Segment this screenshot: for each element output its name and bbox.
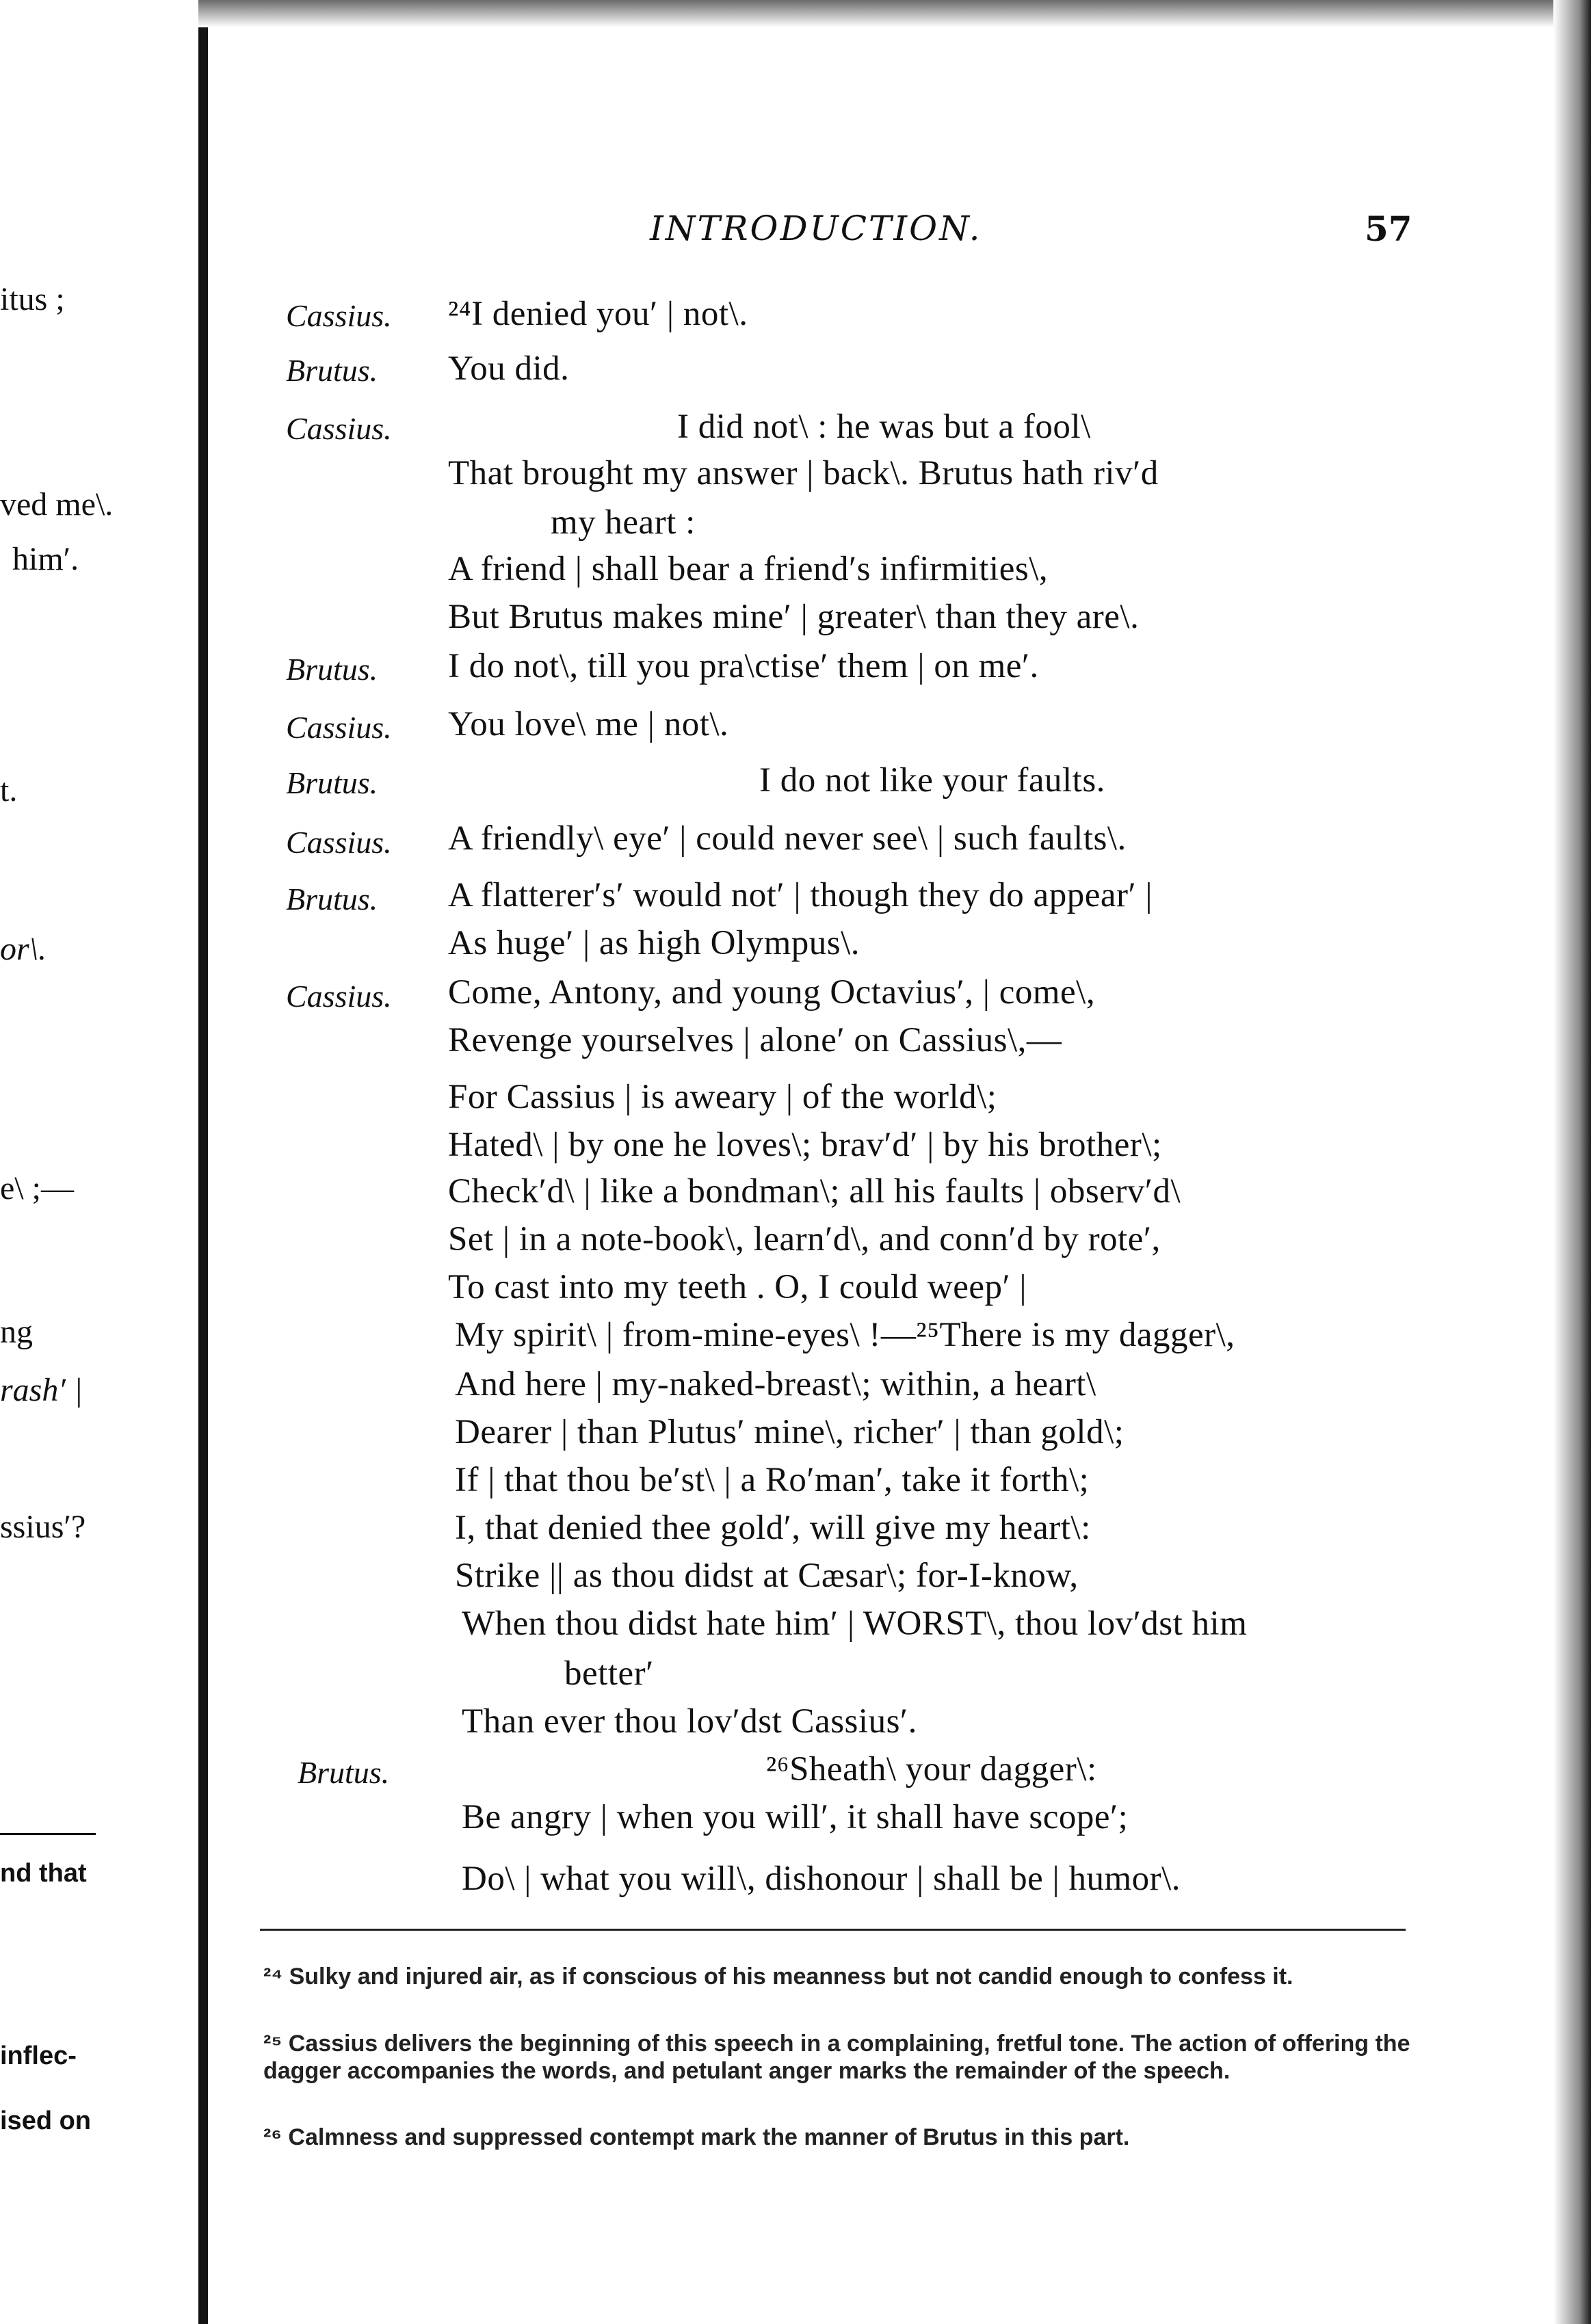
verse-line: I do not\, till you pra\ctise′ them | on me′. [448,647,1039,685]
adjacent-footnote-rule [0,1833,96,1835]
verse-line: Than ever thou lov′dst Cassius′. [462,1702,917,1741]
verse-line: I do not like your faults. [759,761,1105,800]
footnote-rule [260,1929,1406,1931]
verse-line: As huge′ | as high Olympus\. [448,924,860,962]
verse-line: Set | in a note-book\, learn′d\, and conn′d by rote′, [448,1220,1161,1258]
verse-line: Come, Antony, and young Octavius′, | come\, [448,973,1096,1012]
speaker-label: Brutus. [286,353,378,388]
verse-line: Be angry | when you will′, it shall have scope′; [462,1798,1129,1836]
adjacent-page-strip [0,0,208,2324]
verse-line: To cast into my teeth . O, I could weep′ | [448,1268,1027,1306]
running-head: INTRODUCTION. [650,209,982,248]
adjacent-fragment: him′. [12,541,79,577]
page-number: 57 [1365,209,1412,249]
speaker-label: Brutus. [286,882,378,916]
verse-line: Do\ | what you will\, dishonour | shall be | humor\. [462,1860,1181,1898]
adjacent-fragment: ved me\. [0,486,114,523]
verse-line: But Brutus makes mine′ | greater\ than they are\. [448,598,1140,636]
speaker-label: Cassius. [286,825,392,860]
verse-line: You love\ me | not\. [448,705,729,743]
speaker-label: Cassius. [286,411,392,446]
adjacent-fragment: nd that [0,1859,87,1888]
verse-line: better′ [564,1654,654,1693]
verse-line: My spirit\ | from-mine-eyes\ !—²⁵There is my dagger\, [455,1316,1235,1354]
speaker-label: Cassius. [286,710,392,745]
verse-line: That brought my answer | back\. Brutus hath riv′d [448,454,1159,492]
verse-line: ²⁴I denied you′ | not\. [448,295,748,333]
footnote: ²⁶ Calmness and suppressed contempt mark the manner of Brutus in this part. [263,2124,1130,2150]
adjacent-fragment: inflec- [0,2042,77,2070]
verse-line: Check′d\ | like a bondman\; all his faults | observ′d\ [448,1172,1181,1211]
speaker-label: Brutus. [286,652,378,687]
verse-line: A friend | shall bear a friend′s infirmities\, [448,550,1049,588]
speaker-label: Brutus. [298,1755,390,1790]
verse-line: I did not\ : he was but a fool\ [677,408,1091,446]
adjacent-fragment: itus ; [0,281,65,317]
verse-line: When thou didst hate him′ | WORST\, thou lov′dst him [462,1605,1248,1643]
speaker-label: Cassius. [286,979,392,1014]
adjacent-fragment: or\. [0,931,47,967]
adjacent-fragment: ssius′? [0,1509,86,1545]
verse-line: ²⁶Sheath\ your dagger\: [766,1750,1097,1788]
adjacent-fragment: e\ ;— [0,1170,74,1206]
verse-line: If | that thou be′st\ | a Ro′man′, take it forth\; [455,1461,1090,1499]
verse-line: I, that denied thee gold′, will give my heart\: [455,1509,1091,1547]
verse-line: Strike || as thou didst at Cæsar\; for-I-know, [455,1557,1079,1595]
speaker-label: Brutus. [286,765,378,800]
adjacent-fragment: rash′ | [0,1372,83,1408]
speaker-label: Cassius. [286,298,392,333]
verse-line: And here | my-naked-breast\; within, a heart\ [455,1365,1096,1403]
footnote: ²⁵ Cassius delivers the beginning of this speech in a complaining, fretful tone. The action of offering the dagger accompanies the words, and petulant anger marks the remainder of the speech. [263,2031,1410,2084]
scan-shadow-right [1553,0,1591,2324]
verse-line: A friendly\ eye′ | could never see\ | such faults\. [448,819,1127,858]
verse-line: my heart : [551,503,696,542]
verse-line: Revenge yourselves | alone′ on Cassius\,— [448,1021,1062,1059]
footnote: ²⁴ Sulky and injured air, as if conscious of his meanness but not candid enough to confess it. [263,1964,1293,1990]
adjacent-fragment: ng [0,1314,33,1350]
verse-line: For Cassius | is aweary | of the world\; [448,1078,997,1116]
adjacent-fragment: ised on [0,2107,92,2135]
verse-line: Hated\ | by one he loves\; brav′d′ | by his brother\; [448,1126,1162,1164]
adjacent-fragment: t. [0,772,18,808]
scan-shadow-top [198,0,1591,27]
verse-line: Dearer | than Plutus′ mine\, richer′ | than gold\; [455,1413,1125,1451]
verse-line: A flatterer′s′ would not′ | though they do appear′ | [448,876,1153,914]
verse-line: You did. [448,349,570,388]
